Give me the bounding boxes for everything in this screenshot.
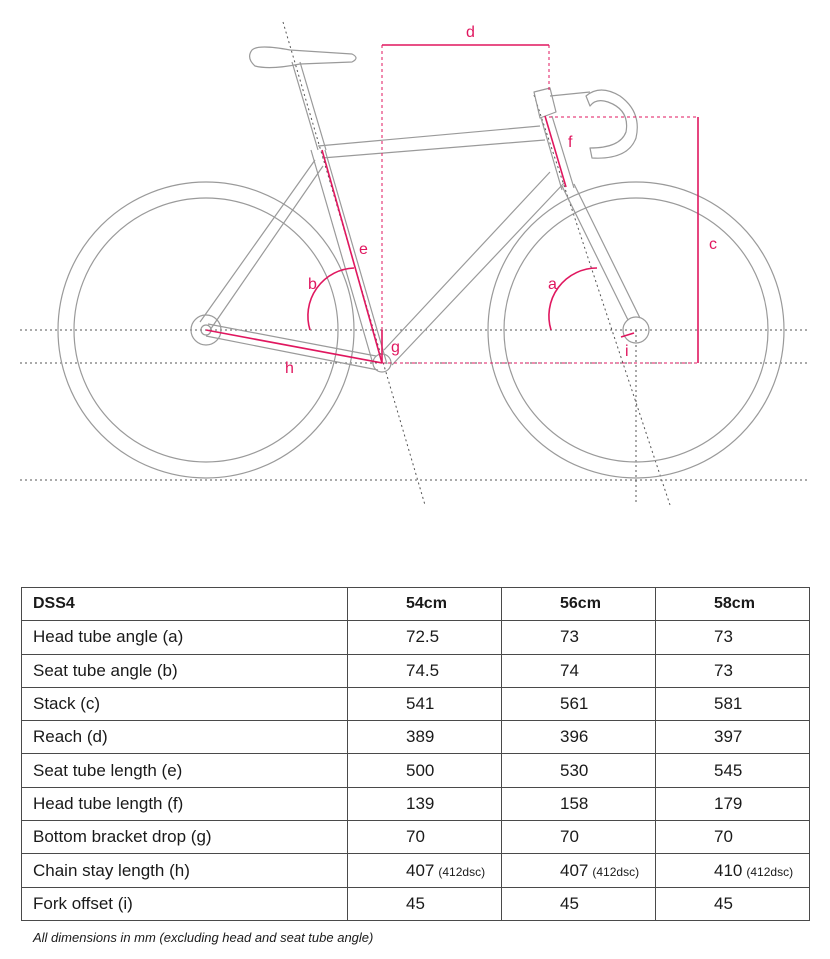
- cell-value: 45: [656, 887, 810, 920]
- cell-value: 158: [502, 787, 656, 820]
- cell-main-value: 410: [714, 860, 743, 880]
- row-label: Reach (d): [22, 721, 348, 754]
- cell-value: 561: [502, 687, 656, 720]
- cell-value: 179: [656, 787, 810, 820]
- label-e: e: [359, 241, 368, 258]
- label-c: c: [709, 236, 717, 253]
- cell-value: 541: [348, 687, 502, 720]
- cell-note: (412dsc): [746, 864, 794, 879]
- cell-value: 45: [348, 887, 502, 920]
- table-row: [22, 687, 810, 720]
- cell-value: 500: [348, 754, 502, 787]
- cell-value: [348, 854, 502, 887]
- row-label: Fork offset (i): [22, 887, 348, 920]
- table-row: [22, 887, 810, 920]
- row-label: Chain stay length (h): [22, 854, 348, 887]
- row-label: Head tube angle (a): [22, 621, 348, 654]
- table-row: [22, 787, 810, 820]
- cell-value: 396: [502, 721, 656, 754]
- cell-value: 74: [502, 654, 656, 687]
- cell-value: 74.5: [348, 654, 502, 687]
- label-i: i: [625, 343, 629, 360]
- cell-main-value: 407: [406, 860, 435, 880]
- label-b: b: [308, 276, 317, 293]
- footnote: All dimensions in mm (excluding head and seat tube angle): [33, 930, 374, 945]
- table-header-row: [22, 588, 810, 621]
- table-row: [22, 854, 810, 887]
- cell-value: 73: [656, 654, 810, 687]
- cell-value: 545: [656, 754, 810, 787]
- size-header: 56cm: [502, 588, 656, 621]
- label-g: g: [391, 339, 400, 356]
- cell-value: 530: [502, 754, 656, 787]
- label-f: f: [568, 134, 573, 151]
- cell-value: 389: [348, 721, 502, 754]
- cell-value: 397: [656, 721, 810, 754]
- size-header: 58cm: [656, 588, 810, 621]
- cell-value: 70: [656, 821, 810, 854]
- bike-frame: [200, 47, 640, 372]
- cell-value: 73: [502, 621, 656, 654]
- label-a: a: [548, 276, 557, 293]
- label-d: d: [466, 24, 475, 41]
- size-header: 54cm: [348, 588, 502, 621]
- model-name: DSS4: [22, 588, 348, 621]
- dimension-labels: [285, 24, 717, 377]
- row-label: Seat tube length (e): [22, 754, 348, 787]
- cell-value: 70: [502, 821, 656, 854]
- cell-note: (412dsc): [438, 864, 486, 879]
- table-row: [22, 754, 810, 787]
- cell-value: 70: [348, 821, 502, 854]
- table-row: [22, 721, 810, 754]
- table-row: [22, 654, 810, 687]
- geometry-table: [21, 587, 810, 921]
- cell-main-value: 407: [560, 860, 589, 880]
- cell-value: [656, 854, 810, 887]
- row-label: Seat tube angle (b): [22, 654, 348, 687]
- cell-value: 73: [656, 621, 810, 654]
- row-label: Bottom bracket drop (g): [22, 821, 348, 854]
- cell-note: (412dsc): [592, 864, 640, 879]
- table-row: [22, 821, 810, 854]
- row-label: Stack (c): [22, 687, 348, 720]
- table-row: [22, 621, 810, 654]
- dimension-marks: [206, 45, 698, 363]
- cell-value: 45: [502, 887, 656, 920]
- row-label: Head tube length (f): [22, 787, 348, 820]
- cell-value: 72.5: [348, 621, 502, 654]
- cell-value: [502, 854, 656, 887]
- label-h: h: [285, 360, 294, 377]
- cell-value: 581: [656, 687, 810, 720]
- cell-value: 139: [348, 787, 502, 820]
- guide-lines: [20, 22, 810, 505]
